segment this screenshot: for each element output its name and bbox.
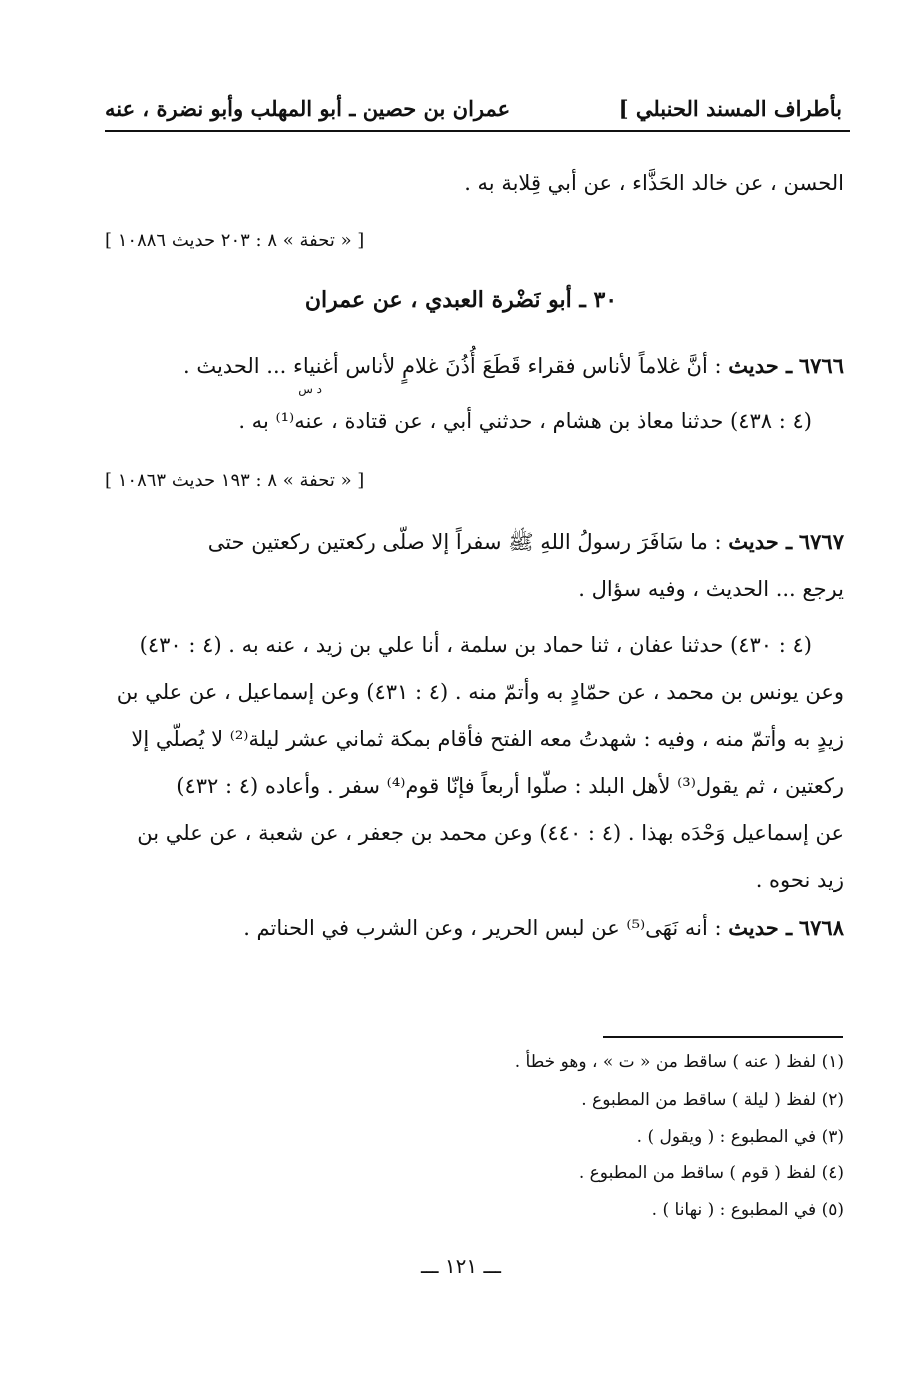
running-header-section: عمران بن حصين ـ أبو المهلب وأبو نضرة ، عنه	[105, 96, 511, 121]
section-title: ٣٠ ـ أبو نَضْرة العبدي ، عن عمران	[304, 287, 618, 313]
footnote-3: (٣) في المطبوع : ( ويقول ) .	[636, 1127, 844, 1147]
hadith-number: ٦٧٦٦	[798, 353, 844, 378]
hadith-6766-line	[183, 342, 844, 390]
hadith-6767-chain-line-4: ركعتين ، ثم يقول⁽³⁾ لأهل البلد : صلّوا أربعاً فإنّا قوم⁽⁴⁾ سفر . وأعاده (٤ : ٤٣٢)	[176, 774, 844, 798]
hadith-6767-chain-line-2: وعن يونس بن محمد ، عن حمّادٍ به وأتمّ منه . (٤ : ٤٣١) وعن إسماعيل ، عن علي بن	[116, 680, 844, 704]
hadith-6767-chain-line-1: (٤ : ٤٣٠) حدثنا عفان ، ثنا حماد بن سلمة ، أنا علي بن زيد ، عنه به . (٤ : ٤٣٠)	[139, 633, 812, 657]
hadith-6766-mark: د س	[298, 382, 322, 396]
hadith-6767-chain-line-6: زيد نحوه .	[755, 868, 844, 892]
hadith-6767-line-2: يرجع ... الحديث ، وفيه سؤال .	[578, 577, 844, 601]
header-rule	[105, 130, 850, 132]
tuhfa-reference-1: [ « تحفة » ٨ : ٢٠٣ حديث ١٠٨٨٦ ]	[105, 230, 365, 251]
hadith-number: ٦٧٦٨	[798, 915, 844, 940]
continuation-line: الحسن ، عن خالد الحَذَّاء ، عن أبي قِلابة به .	[464, 171, 844, 195]
hadith-label: ـ حديث	[728, 915, 793, 940]
hadith-text: : ما سَافَرَ رسولُ اللهِ ﷺ سفراً إلا صلّى ركعتين ركعتين حتى	[207, 530, 722, 554]
hadith-number: ٦٧٦٧	[798, 529, 844, 554]
hadith-text: : أنَّ غلاماً لأناس فقراء قَطَعَ أُذُنَ غلامٍ لأناس أغنياء ... الحديث .	[182, 354, 722, 378]
footnote-1: (١) لفظ ( عنه ) ساقط من « ت » ، وهو خطأ .	[514, 1052, 844, 1072]
footnote-2: (٢) لفظ ( ليلة ) ساقط من المطبوع .	[581, 1090, 844, 1110]
hadith-6767-chain-line-3: زيدٍ به وأتمّ منه ، وفيه : شهدتُ معه الفتح فأقام بمكة ثماني عشر ليلة⁽²⁾ لا يُصلّي إلا	[131, 727, 844, 751]
hadith-label: ـ حديث	[728, 353, 793, 378]
hadith-text: : أنه نَهَى⁽⁵⁾ عن لبس الحرير ، وعن الشرب في الحناتم .	[243, 916, 722, 940]
hadith-6768-line	[243, 904, 844, 952]
hadith-label: ـ حديث	[728, 529, 793, 554]
running-header-book-title: بأطراف المسند الحنبلي ]	[618, 96, 842, 121]
footnote-rule	[603, 1036, 843, 1038]
hadith-6767-line-1	[208, 518, 844, 566]
page-number: ـــ ١٢١ ـــ	[420, 1254, 502, 1278]
hadith-6767-chain-line-5: عن إسماعيل وَحْدَه بهذا . (٤ : ٤٤٠) وعن محمد بن جعفر ، عن شعبة ، عن علي بن	[137, 821, 844, 845]
tuhfa-reference-2: [ « تحفة » ٨ : ١٩٣ حديث ١٠٨٦٣ ]	[105, 470, 365, 491]
footnote-5: (٥) في المطبوع : ( نهانا ) .	[651, 1200, 844, 1220]
footnote-4: (٤) لفظ ( قوم ) ساقط من المطبوع .	[578, 1163, 844, 1183]
hadith-6766-chain: (٤ : ٤٣٨) حدثنا معاذ بن هشام ، حدثني أبي ، عن قتادة ، عنه⁽¹⁾ به .	[238, 409, 812, 433]
